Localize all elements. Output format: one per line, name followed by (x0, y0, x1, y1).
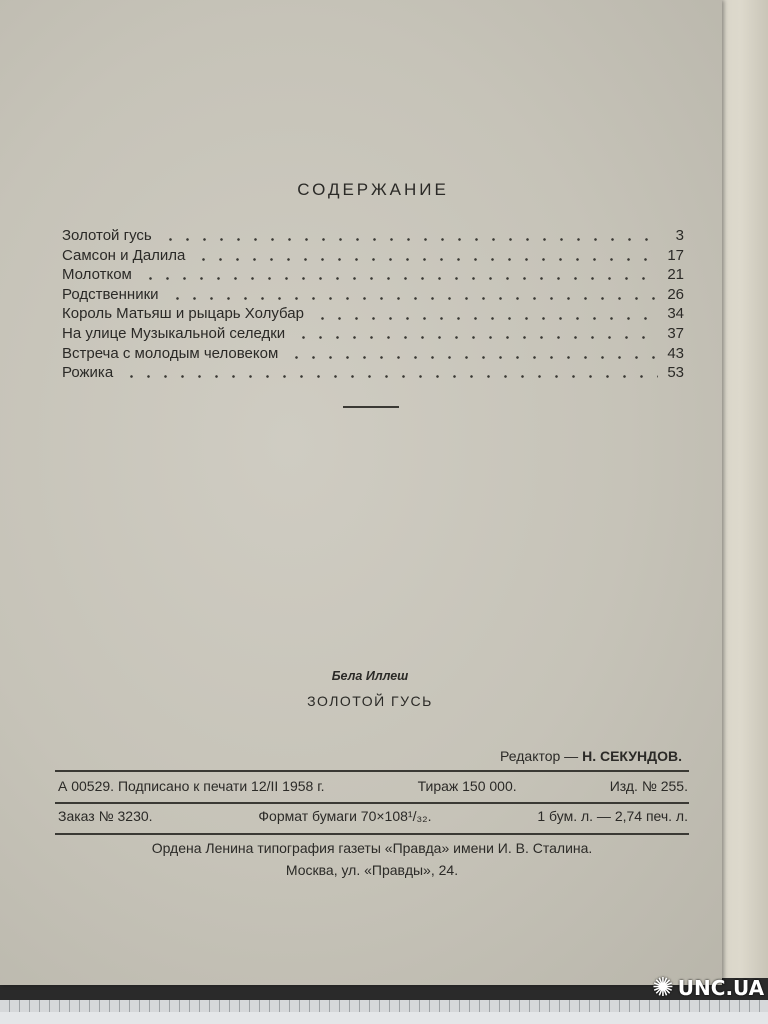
toc-entry-label: Король Матьяш и рыцарь Холубар (62, 305, 304, 323)
toc-entry (62, 226, 684, 246)
toc-title: СОДЕРЖАНИЕ (297, 180, 449, 199)
toc-entry-label: Золотой гусь (62, 227, 152, 244)
starburst-icon: ✺ (652, 973, 674, 1003)
toc-entry-page: 37 (667, 324, 684, 342)
toc-entry (62, 304, 684, 324)
toc-list (62, 226, 684, 383)
toc-leader-dots (169, 297, 658, 300)
toc-entry-label: На улице Музыкальной селедки (62, 324, 286, 342)
sheet-count: 1 бум. л. — 2,74 печ. л. (537, 808, 688, 824)
toc-entry (62, 246, 684, 266)
editor-line (500, 748, 682, 764)
imprint-rule-top (55, 770, 689, 772)
imprint-line-2 (58, 808, 688, 824)
toc-leader-dots (314, 317, 658, 320)
printing-address: Москва, ул. «Правды», 24. (285, 862, 459, 878)
editor-prefix: Редактор — (500, 748, 579, 764)
editor-name: Н. СЕКУНДОВ. (582, 748, 682, 764)
toc-entry-label: Встреча с молодым человеком (62, 344, 279, 362)
toc-entry-label: Самсон и Далила (62, 246, 186, 264)
imprint-line-1 (58, 778, 688, 794)
toc-leader-dots (295, 336, 658, 339)
toc-entry (62, 344, 684, 364)
toc-entry-label: Рожика (62, 364, 114, 382)
toc-entry (62, 324, 684, 344)
toc-entry-label: Родственники (62, 285, 159, 303)
imprint-rule-middle (55, 802, 689, 804)
toc-entry-label: Молотком (62, 266, 132, 284)
paper-format: Формат бумаги 70×108¹/₃₂. (258, 808, 432, 824)
section-divider (343, 406, 399, 408)
toc-leader-dots (162, 238, 658, 241)
order-number: Заказ № 3230. (58, 808, 153, 824)
toc-entry (62, 265, 684, 285)
toc-entry-page: 34 (667, 305, 684, 323)
toc-leader-dots (195, 258, 658, 261)
signed-to-print: А 00529. Подписано к печати 12/II 1958 г. (58, 778, 325, 794)
publication-number: Изд. № 255. (609, 778, 688, 794)
toc-entry-page: 21 (667, 266, 684, 284)
toc-entry (62, 285, 684, 305)
toc-entry-page: 53 (667, 364, 684, 382)
toc-entry-page: 43 (667, 344, 684, 362)
toc-entry-page: 17 (667, 246, 684, 264)
author-name: Бела Иллеш (331, 669, 409, 683)
toc-leader-dots (142, 277, 658, 280)
imprint-rule-bottom (55, 833, 689, 835)
toc-entry-page: 3 (675, 227, 684, 244)
watermark-logo (652, 966, 764, 1010)
print-run: Тираж 150 000. (417, 778, 517, 794)
toc-entry (62, 363, 684, 383)
toc-leader-dots (288, 356, 658, 359)
printing-house: Ордена Ленина типография газеты «Правда» имени И. В. Сталина. (151, 840, 593, 856)
watermark-text: UNC.UA (677, 976, 765, 1000)
book-title: ЗОЛОТОЙ ГУСЬ (307, 693, 433, 709)
toc-leader-dots (123, 375, 658, 378)
toc-entry-page: 26 (667, 285, 684, 303)
